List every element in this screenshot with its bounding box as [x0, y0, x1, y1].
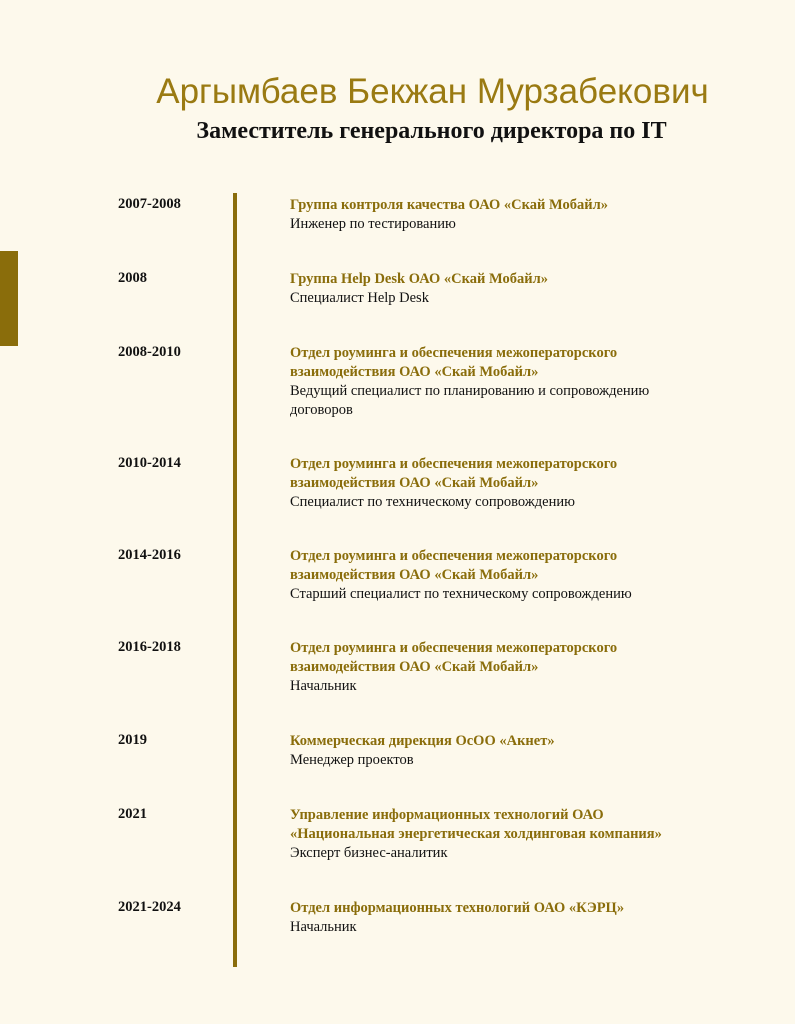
entry-years: 2016-2018 [118, 639, 181, 655]
entry-role: Ведущий специалист по планированию и сопровождению [290, 383, 650, 399]
entry-organization: Отдел роуминга и обеспечения межоператорского [290, 640, 618, 656]
entry-details [290, 732, 730, 770]
entry-details [290, 806, 730, 863]
entry-years: 2008 [118, 270, 147, 286]
entry-organization: Группа Help Desk ОАО «Скай Мобайл» [290, 271, 548, 287]
entry-organization: Отдел роуминга и обеспечения межоператорского [290, 456, 618, 472]
entry-years: 2021-2024 [118, 899, 181, 915]
entry-organization: взаимодействия ОАО «Скай Мобайл» [290, 475, 539, 491]
entry-details [290, 639, 730, 696]
entry-organization: Отдел роуминга и обеспечения межоператорского [290, 548, 618, 564]
entry-role: Менеджер проектов [290, 752, 414, 768]
entry-years: 2019 [118, 732, 147, 748]
entry-years: 2010-2014 [118, 455, 181, 471]
entry-organization: Отдел роуминга и обеспечения межоператорского [290, 345, 618, 361]
entry-organization: взаимодействия ОАО «Скай Мобайл» [290, 567, 539, 583]
entry-years: 2014-2016 [118, 547, 181, 563]
entry-organization: Группа контроля качества ОАО «Скай Мобайл» [290, 197, 608, 213]
entry-details [290, 455, 730, 512]
entry-organization: «Национальная энергетическая холдинговая компания» [290, 826, 662, 842]
entry-role: Эксперт бизнес-аналитик [290, 845, 448, 861]
entry-years: 2021 [118, 806, 147, 822]
person-name: Аргымбаев Бекжан Мурзабекович [156, 72, 709, 111]
entry-details [290, 547, 730, 604]
entry-details [290, 270, 730, 308]
entry-years: 2008-2010 [118, 344, 181, 360]
person-position: Заместитель генерального директора по IT [196, 118, 667, 144]
entry-role: договоров [290, 402, 353, 418]
entry-details [290, 344, 730, 420]
entry-organization: Отдел информационных технологий ОАО «КЭРЦ» [290, 900, 625, 916]
entry-role: Инженер по тестированию [290, 216, 456, 232]
entry-role: Старший специалист по техническому сопровождению [290, 586, 632, 602]
timeline-line [233, 193, 237, 967]
entry-organization: взаимодействия ОАО «Скай Мобайл» [290, 364, 539, 380]
entry-role: Специалист по техническому сопровождению [290, 494, 575, 510]
entry-role: Начальник [290, 919, 357, 935]
entry-role: Специалист Help Desk [290, 290, 429, 306]
entry-organization: взаимодействия ОАО «Скай Мобайл» [290, 659, 539, 675]
entry-organization: Управление информационных технологий ОАО [290, 807, 604, 823]
entry-years: 2007-2008 [118, 196, 181, 212]
entry-role: Начальник [290, 678, 357, 694]
side-accent-tab [0, 251, 18, 346]
entry-details [290, 899, 730, 937]
entry-organization: Коммерческая дирекция ОсОО «Акнет» [290, 733, 555, 749]
entry-details [290, 196, 730, 234]
